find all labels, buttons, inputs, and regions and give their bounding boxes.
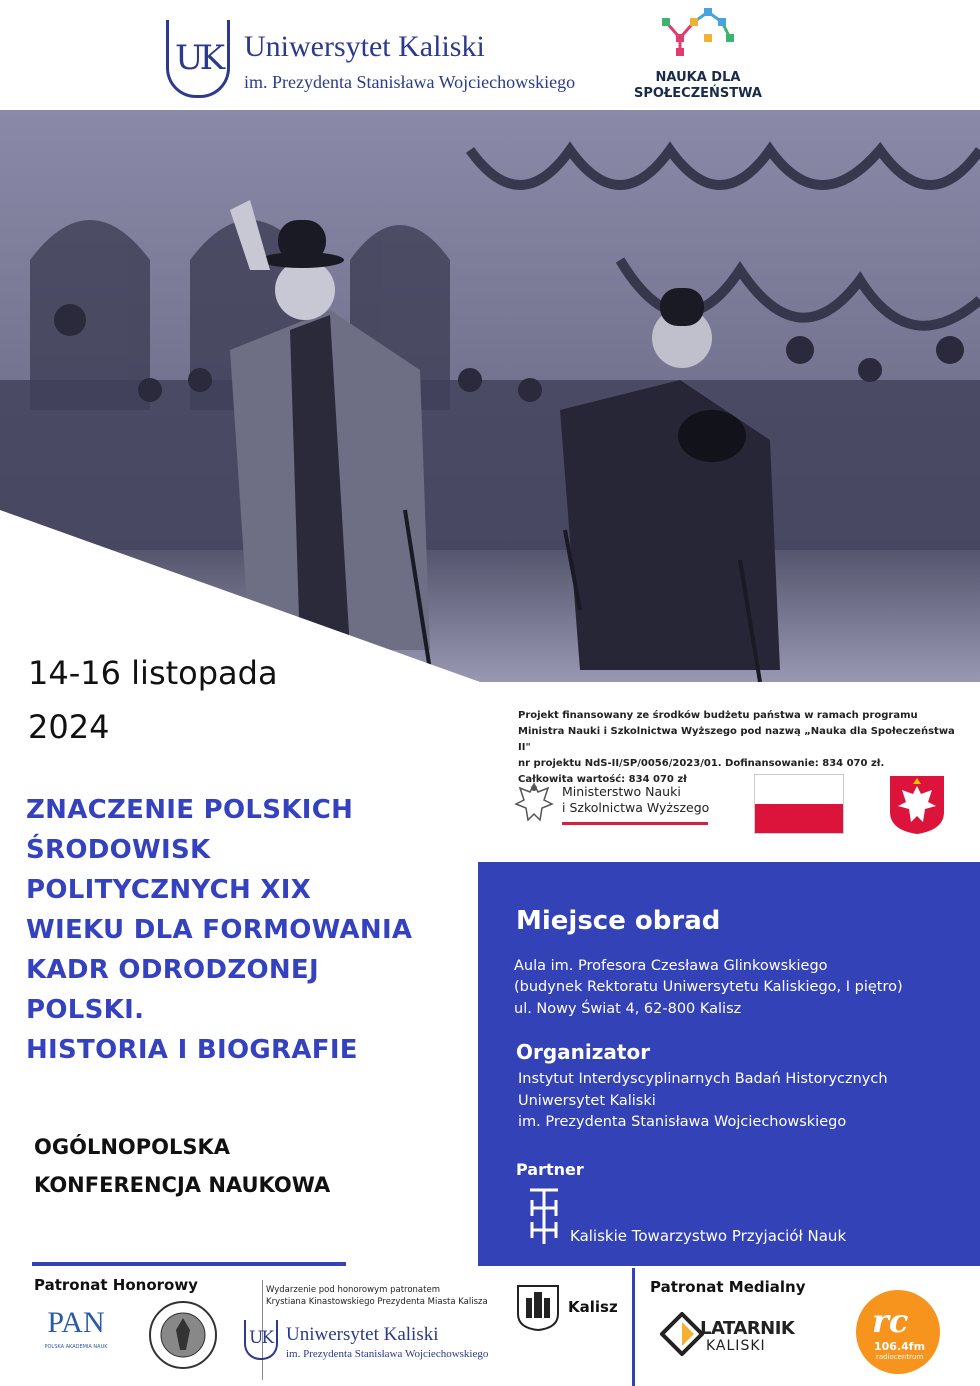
- title-line: ŚRODOWISK: [26, 835, 211, 865]
- title-line: POLITYCZNYCH XIX: [26, 875, 312, 905]
- venue-line2: (budynek Rektoratu Uniwersytetu Kaliskiego, I piętro): [514, 979, 903, 995]
- kalisz-label: Kalisz: [568, 1298, 618, 1316]
- funding-line4: Całkowita wartość: 834 070 zł: [518, 774, 687, 785]
- title-line: HISTORIA I BIOGRAFIE: [26, 1035, 358, 1065]
- eagle-icon: [514, 780, 554, 826]
- radio-centrum-logo: rc 106.4fm radiocentrum: [856, 1290, 940, 1374]
- title-line: WIEKU DLA FORMOWANIA: [26, 915, 413, 945]
- polish-emblem-icon: [888, 774, 946, 836]
- ktpn-logo-icon: [526, 1186, 562, 1248]
- partner-name: Kaliskie Towarzystwo Przyjaciół Nauk: [570, 1227, 847, 1245]
- university-logo: [166, 20, 586, 102]
- nds-line2: SPOŁECZEŃSTWA: [634, 86, 762, 101]
- divider: [32, 1262, 346, 1266]
- university-subname: im. Prezydenta Stanisława Wojciechowskiego: [244, 72, 576, 92]
- ministry-underline: [562, 822, 708, 825]
- kalisz-logo: [516, 1284, 626, 1334]
- rc-mark: rc: [872, 1302, 909, 1340]
- event-date: [28, 646, 468, 754]
- polish-flag: [754, 774, 844, 834]
- nauka-dla-spoleczenstwa-logo: [628, 8, 768, 104]
- organizer-line3: im. Prezydenta Stanisława Wojciechowskiego: [518, 1114, 847, 1130]
- university-name: Uniwersytet Kaliski: [244, 30, 485, 63]
- title-line: ZNACZENIE POLSKICH: [26, 795, 354, 825]
- organizer-line2: Uniwersytet Kaliski: [518, 1093, 656, 1109]
- ministry-line2: i Szkolnictwa Wyższego: [562, 800, 710, 815]
- date-line1: 14-16 listopada: [28, 654, 278, 692]
- uk-emblem-small: UK: [244, 1320, 278, 1360]
- funding-line3: nr projektu NdS-II/SP/0056/2023/01. Dofinansowanie: 834 070 zł.: [518, 758, 885, 769]
- honorary-note: Wydarzenie pod honorowym patronatem Krystiana Kinastowskiego Prezydenta Miasta Kalisza: [266, 1285, 488, 1307]
- title-line: KADR ODRODZONEJ: [26, 955, 319, 985]
- historical-photo: [0, 110, 980, 682]
- kalisz-crest-icon: [516, 1284, 560, 1332]
- media-patronage-heading: Patronat Medialny: [650, 1278, 806, 1296]
- organizer-heading: Organizator: [516, 1040, 651, 1064]
- latarnik-diamond-icon: [660, 1312, 704, 1356]
- pan-logo: PAN POLSKA AKADEMIA NAUK: [44, 1306, 108, 1350]
- nds-line1: NAUKA DLA: [655, 70, 741, 85]
- partner-heading: Partner: [516, 1160, 584, 1179]
- funding-line2: Ministra Nauki i Szkolnictwa Wyższego pod nazwą „Nauka dla Społeczeństwa II": [518, 726, 955, 753]
- info-panel: [478, 862, 980, 1266]
- subtitle-line1: OGÓLNOPOLSKA: [34, 1135, 231, 1159]
- funding-line1: Projekt finansowany ze środków budżetu państwa w ramach programu: [518, 710, 918, 721]
- divider: [632, 1268, 635, 1386]
- honorary-patronage-heading: Patronat Honorowy: [34, 1276, 198, 1294]
- organizer-line1: Instytut Interdyscyplinarnych Badań Historycznych: [518, 1071, 888, 1087]
- ministry-line1: Ministerstwo Nauki: [562, 784, 681, 799]
- latarnik-kaliski-logo: LATARNIK KALISKI: [660, 1310, 810, 1360]
- title-line: POLSKI.: [26, 995, 145, 1025]
- ministry-logo: [514, 780, 724, 830]
- uk-emblem: UK: [166, 20, 230, 98]
- venue-line1: Aula im. Profesora Czesława Glinkowskiego: [514, 958, 828, 974]
- date-line2: 2024: [28, 708, 110, 746]
- conference-title: [26, 790, 476, 1070]
- pau-seal-icon: [148, 1300, 218, 1370]
- venue-heading: Miejsce obrad: [516, 906, 721, 936]
- conference-subtitle: [34, 1128, 464, 1204]
- venue-line3: ul. Nowy Świat 4, 62-800 Kalisz: [514, 1001, 742, 1017]
- university-logo-small: UK Uniwersytet Kaliski im. Prezydenta Stanisława Wojciechowskiego: [244, 1320, 514, 1366]
- subtitle-line2: KONFERENCJA NAUKOWA: [34, 1173, 331, 1197]
- nds-graph-icon: [658, 8, 738, 60]
